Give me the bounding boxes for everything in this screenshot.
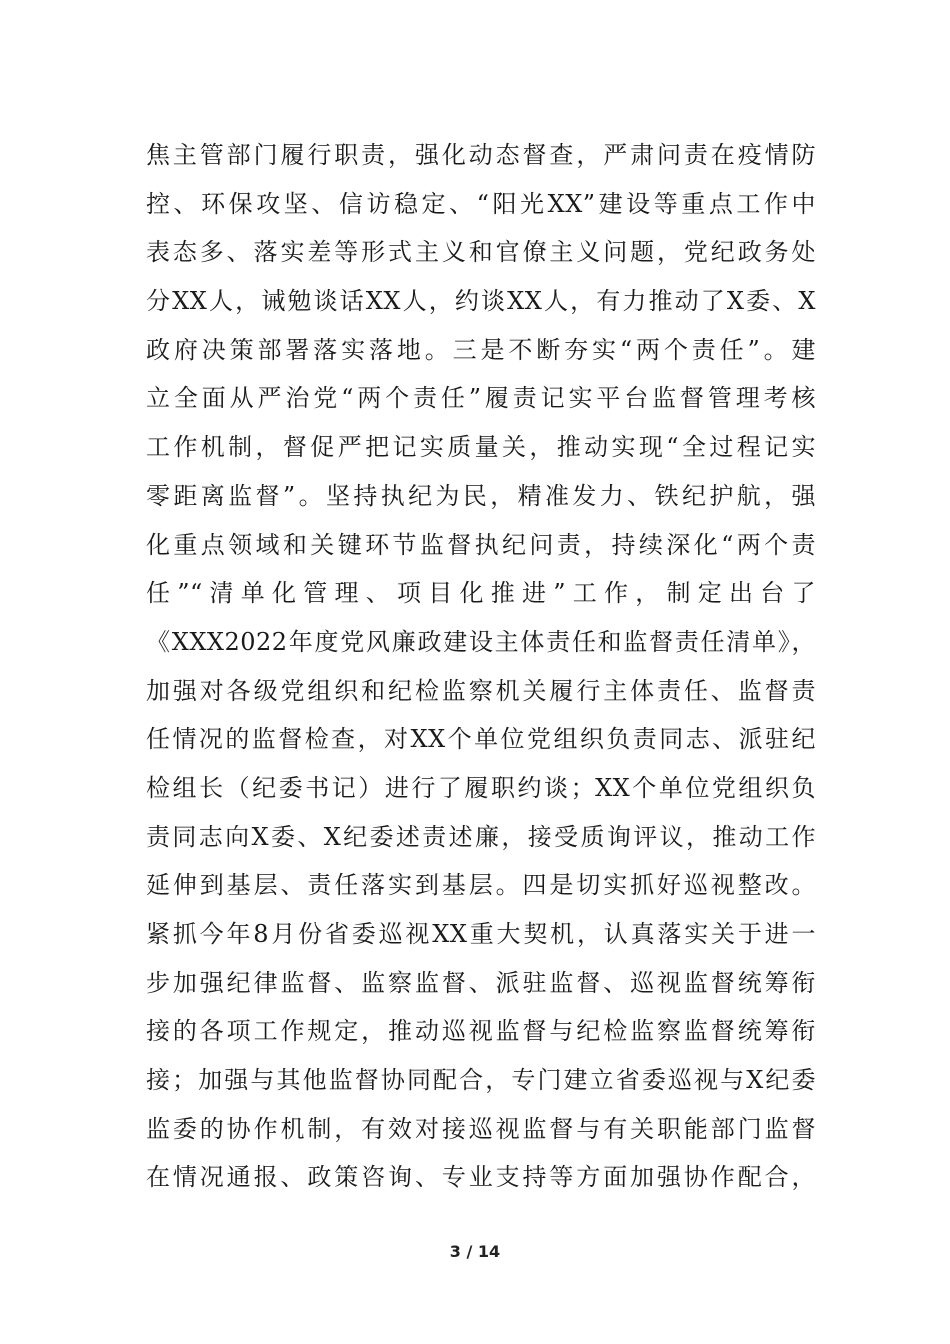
text-line: 检组长（纪委书记）进行了履职约谈；XX个单位党组织负 <box>146 773 816 802</box>
text-line: 加强对各级党组织和纪检监察机关履行主体责任、监督责 <box>146 676 816 705</box>
text-line: 任”“清单化管理、项目化推进”工作，制定出台了 <box>146 579 816 608</box>
text-line: 任情况的监督检查，对XX个单位党组织负责同志、派驻纪 <box>146 725 816 754</box>
text-line: 化重点领域和关键环节监督执纪问责，持续深化“两个责 <box>146 530 816 559</box>
text-line: 《XXX2022年度党风廉政建设主体责任和监督责任清单》， <box>146 627 816 656</box>
text-line: 工作机制，督促严把记实质量关，推动实现“全过程记实 <box>146 433 816 462</box>
text-line: 表态多、落实差等形式主义和官僚主义问题，党纪政务处 <box>146 238 816 267</box>
text-line: 接；加强与其他监督协同配合，专门建立省委巡视与X纪委 <box>146 1066 816 1095</box>
body-text <box>146 131 816 1202</box>
text-line: 接的各项工作规定，推动巡视监督与纪检监察监督统筹衔 <box>146 1017 816 1046</box>
page-number: 3 / 14 <box>449 1242 501 1261</box>
text-line: 焦主管部门履行职责，强化动态督查，严肃问责在疫情防 <box>146 141 816 169</box>
text-line: 政府决策部署落实落地。三是不断夯实“两个责任”。建 <box>146 335 816 364</box>
text-line: 延伸到基层、责任落实到基层。四是切实抓好巡视整改。 <box>146 871 816 900</box>
text-line: 紧抓今年8月份省委巡视XX重大契机，认真落实关于进一 <box>146 920 816 948</box>
text-line: 监委的协作机制，有效对接巡视监督与有关职能部门监督 <box>146 1114 816 1143</box>
text-line: 控、环保攻坚、信访稳定、“阳光XX”建设等重点工作中 <box>146 189 816 218</box>
text-line: 分XX人，诫勉谈话XX人，约谈XX人，有力推动了X委、X <box>146 287 816 316</box>
text-line: 步加强纪律监督、监察监督、派驻监督、巡视监督统筹衔 <box>146 968 816 997</box>
text-line: 在情况通报、政策咨询、专业支持等方面加强协作配合， <box>146 1163 816 1192</box>
text-line: 立全面从严治党“两个责任”履责记实平台监督管理考核 <box>146 384 816 413</box>
text-line: 零距离监督”。坚持执纪为民，精准发力、铁纪护航，强 <box>146 481 816 510</box>
text-line: 责同志向X委、X纪委述责述廉，接受质询评议，推动工作 <box>146 822 816 851</box>
